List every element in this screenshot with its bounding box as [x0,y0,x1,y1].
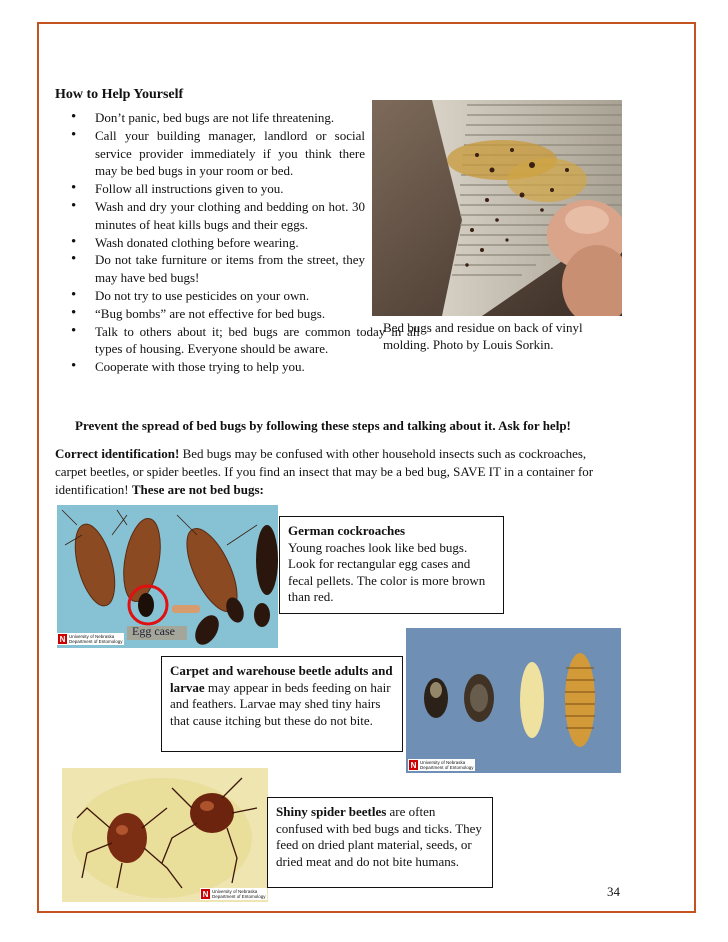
identification-body: Bed bugs may be confused with other household insects such as cockroaches, carpet beetles, or spider beetles. If you find an insect that may be a bed bug, SAVE IT in a container for identification! [55,446,594,497]
university-logo: N University of Nebraska Department of Entomology [200,888,267,900]
carpet-beetle-info-box [161,656,403,752]
carpet-beetle-photo [406,628,621,773]
spider-beetle-photo [62,768,268,902]
identification-lead: Correct identification! [55,446,180,461]
list-item: • Cooperate with those trying to help you. [65,358,395,376]
photo-caption: Bed bugs and residue on back of vinyl molding. Photo by Louis Sorkin. [383,320,583,352]
carpet-box-body: may appear in beds feeding on hair and feathers. Larvae may shed tiny hairs that cause itching but these do not bite. [170,679,391,728]
university-logo: N University of Nebraska Department of Entomology [408,759,475,771]
roach-info-box [279,516,504,614]
identification-tail: These are not bed bugs: [131,482,264,497]
list-item: • Call your building manager, landlord or social service provider immediately if you think there may be bed bugs in your room or bed. [65,127,365,180]
list-item: • Wash and dry your clothing and bedding on hot. 30 minutes of heat kills bugs and their eggs. [65,198,365,234]
roach-box-title: German cockroaches [288,523,406,538]
spider-box-body: are often confused with bed bugs and ticks. They feed on dried plant material, seeds, or dried meat and do not bite humans. [276,804,482,869]
spider-box-title: Shiny spider beetles [276,804,387,819]
list-item: • Talk to others about it; bed bugs are common today in all types of housing. Everyone should be aware. [65,323,420,359]
help-list [65,109,420,376]
list-item: • Follow all instructions given to you. [65,180,395,198]
section-heading: How to Help Yourself [55,87,184,102]
roach-box-body: Young roaches look like bed bugs. Look for rectangular egg cases and fecal pellets. The color is more brown than red. [288,539,486,604]
university-logo: N University of Nebraska Department of Entomology [57,633,124,645]
carpet-box-title: Carpet and warehouse beetle adults and larvae [170,663,393,695]
bedbug-residue-photo [372,100,622,316]
spider-beetle-info-box [267,797,493,888]
list-item: • Wash donated clothing before wearing. [65,234,395,252]
list-item: • Do not take furniture or items from the street, they may have bed bugs! [65,251,365,287]
page-number: 34 [607,884,620,899]
cockroach-photo [57,505,278,648]
prevent-line: Prevent the spread of bed bugs by following these steps and talking about it. Ask for help! [75,418,571,433]
list-item: • Do not try to use pesticides on your own. [65,287,395,305]
list-item: • Don’t panic, bed bugs are not life threatening. [65,109,395,127]
list-item: • “Bug bombs” are not effective for bed bugs. [65,305,395,323]
identification-paragraph [55,445,615,499]
egg-case-label: Egg case [132,624,175,638]
